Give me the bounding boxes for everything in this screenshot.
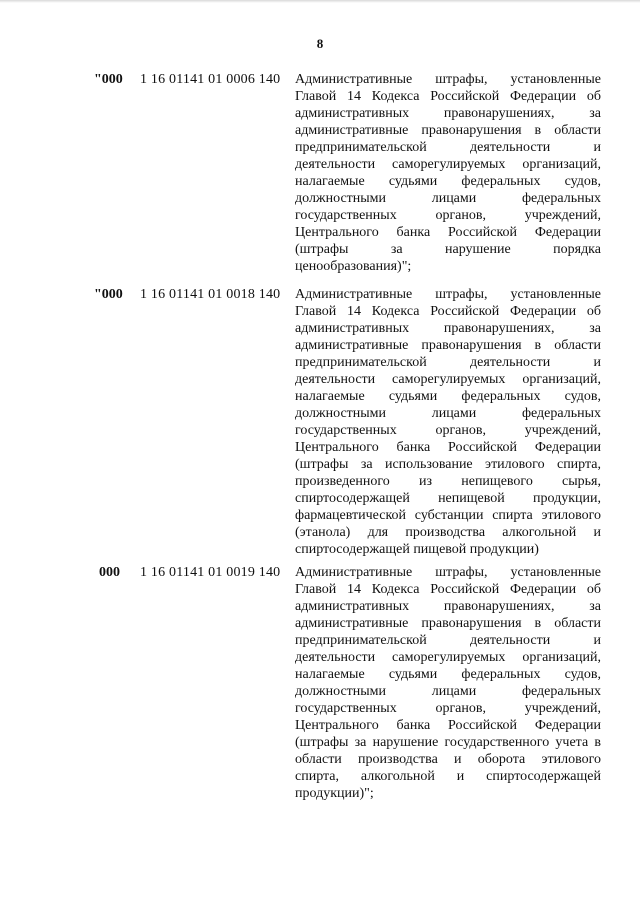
scan-top-edge bbox=[0, 0, 640, 3]
description-line: предпринимательской деятельности и bbox=[295, 355, 601, 370]
description-line: деятельности саморегулируемых организаций, bbox=[295, 650, 601, 665]
description-line: административных правонарушениях, за bbox=[295, 106, 601, 121]
description-line: должностными лицами федеральных bbox=[295, 406, 601, 421]
description-line: налагаемые судьями федеральных судов, bbox=[295, 667, 601, 682]
description-line: административных правонарушениях, за bbox=[295, 599, 601, 614]
description-line: фармацевтической субстанции спирта этилового bbox=[295, 508, 601, 523]
description-line: ценообразования)"; bbox=[295, 259, 412, 274]
entry-prefix: "000 bbox=[94, 72, 123, 87]
description-line: (штрафы за нарушение государственного учета в bbox=[295, 735, 601, 750]
entry-prefix: 000 bbox=[99, 565, 120, 580]
description-line: административные правонарушения в области bbox=[295, 338, 601, 353]
description-line: Главой 14 Кодекса Российской Федерации об bbox=[295, 582, 601, 597]
description-line: деятельности саморегулируемых организаций, bbox=[295, 372, 601, 387]
description-line: Административные штрафы, установленные bbox=[295, 565, 601, 580]
description-line: Центрального банка Российской Федерации bbox=[295, 440, 601, 455]
entry-description bbox=[295, 564, 601, 802]
description-line: должностными лицами федеральных bbox=[295, 684, 601, 699]
entry-prefix: "000 bbox=[94, 287, 123, 302]
description-line: Главой 14 Кодекса Российской Федерации об bbox=[295, 304, 601, 319]
description-line: государственных органов, учреждений, bbox=[295, 701, 601, 716]
description-line: государственных органов, учреждений, bbox=[295, 423, 601, 438]
description-line: произведенного из непищевого сырья, bbox=[295, 474, 601, 489]
description-line: Центрального банка Российской Федерации bbox=[295, 718, 601, 733]
budget-classification-code: 1 16 01141 01 0018 140 bbox=[140, 287, 281, 302]
description-line: продукции)"; bbox=[295, 786, 374, 801]
budget-classification-code: 1 16 01141 01 0019 140 bbox=[140, 565, 281, 580]
description-line: (штрафы за использование этилового спирта, bbox=[295, 457, 601, 472]
description-line: деятельности саморегулируемых организаций, bbox=[295, 157, 601, 172]
description-line: спирта, алкогольной и спиртосодержащей bbox=[295, 769, 601, 784]
description-line: должностными лицами федеральных bbox=[295, 191, 601, 206]
description-line: (штрафы за нарушение порядка bbox=[295, 242, 601, 257]
description-line: Центрального банка Российской Федерации bbox=[295, 225, 601, 240]
description-line: административных правонарушениях, за bbox=[295, 321, 601, 336]
description-line: Главой 14 Кодекса Российской Федерации об bbox=[295, 89, 601, 104]
entry-description bbox=[295, 71, 601, 275]
description-line: спиртосодержащей непищевой продукции, bbox=[295, 491, 601, 506]
description-line: предпринимательской деятельности и bbox=[295, 140, 601, 155]
page-number: 8 bbox=[316, 36, 324, 51]
description-line: спиртосодержащей пищевой продукции) bbox=[295, 542, 539, 557]
description-line: области производства и оборота этилового bbox=[295, 752, 601, 767]
description-line: административные правонарушения в области bbox=[295, 616, 601, 631]
description-line: налагаемые судьями федеральных судов, bbox=[295, 389, 601, 404]
description-line: административные правонарушения в области bbox=[295, 123, 601, 138]
budget-classification-code: 1 16 01141 01 0006 140 bbox=[140, 72, 281, 87]
description-line: предпринимательской деятельности и bbox=[295, 633, 601, 648]
description-line: налагаемые судьями федеральных судов, bbox=[295, 174, 601, 189]
description-line: (этанола) для производства алкогольной и bbox=[295, 525, 601, 540]
description-line: Административные штрафы, установленные bbox=[295, 287, 601, 302]
description-line: государственных органов, учреждений, bbox=[295, 208, 601, 223]
description-line: Административные штрафы, установленные bbox=[295, 72, 601, 87]
entry-description bbox=[295, 286, 601, 558]
